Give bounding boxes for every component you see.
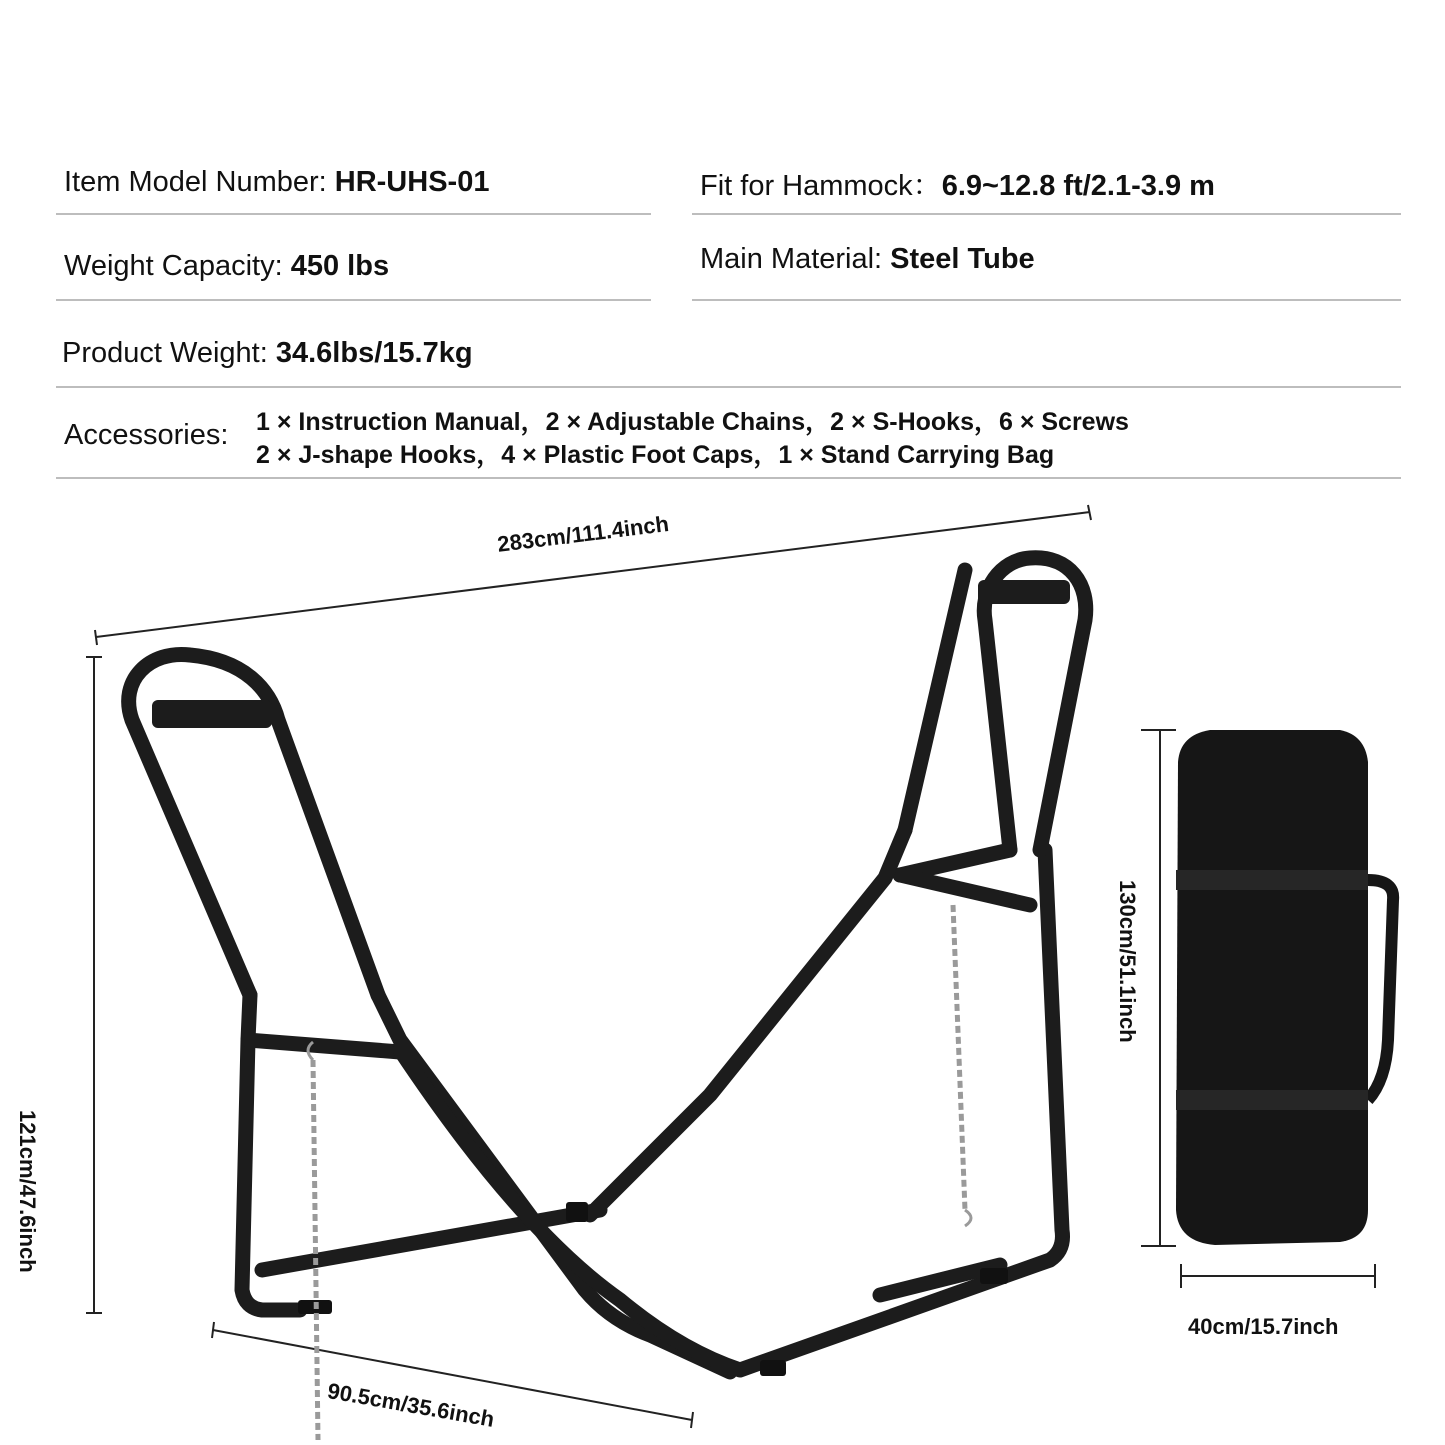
- spec-model-value: HR-UHS-01: [334, 166, 490, 198]
- spec-model-label: Item Model Number:: [64, 166, 335, 198]
- hammock-stand: [129, 558, 1086, 1372]
- accessories-line-2: 2 × J-shape Hooks，4 × Plastic Foot Caps，1 × Stand Carrying Bag: [256, 441, 1055, 469]
- bag-width-dimension-label: 40cm/15.7inch: [1188, 1314, 1339, 1339]
- width-dimension-label: 90.5cm/35.6inch: [325, 1378, 497, 1432]
- spec-material-value: Steel Tube: [890, 243, 1035, 275]
- spec-weight-value: 34.6lbs/15.7kg: [275, 337, 473, 369]
- spec-material-label: Main Material:: [700, 243, 891, 275]
- height-dimension-label: 121cm/47.6inch: [15, 1110, 40, 1273]
- spec-fit-value: 6.9~12.8 ft/2.1-3.9 m: [941, 170, 1215, 202]
- length-dimension-label: 283cm/111.4inch: [496, 510, 671, 557]
- spec-weight-label: Product Weight:: [62, 337, 276, 369]
- accessories-label: Accessories:: [64, 419, 229, 451]
- spec-fit-label: Fit for Hammock：: [700, 170, 942, 202]
- spec-capacity-label: Weight Capacity:: [64, 250, 291, 282]
- accessories-line-1: 1 × Instruction Manual，2 × Adjustable Chains，2 × S-Hooks，6 × Screws: [256, 408, 1129, 436]
- carrying-bag: [1176, 730, 1393, 1245]
- spec-capacity-value: 450 lbs: [290, 250, 390, 282]
- bag-length-dimension-label: 130cm/51.1inch: [1115, 880, 1140, 1043]
